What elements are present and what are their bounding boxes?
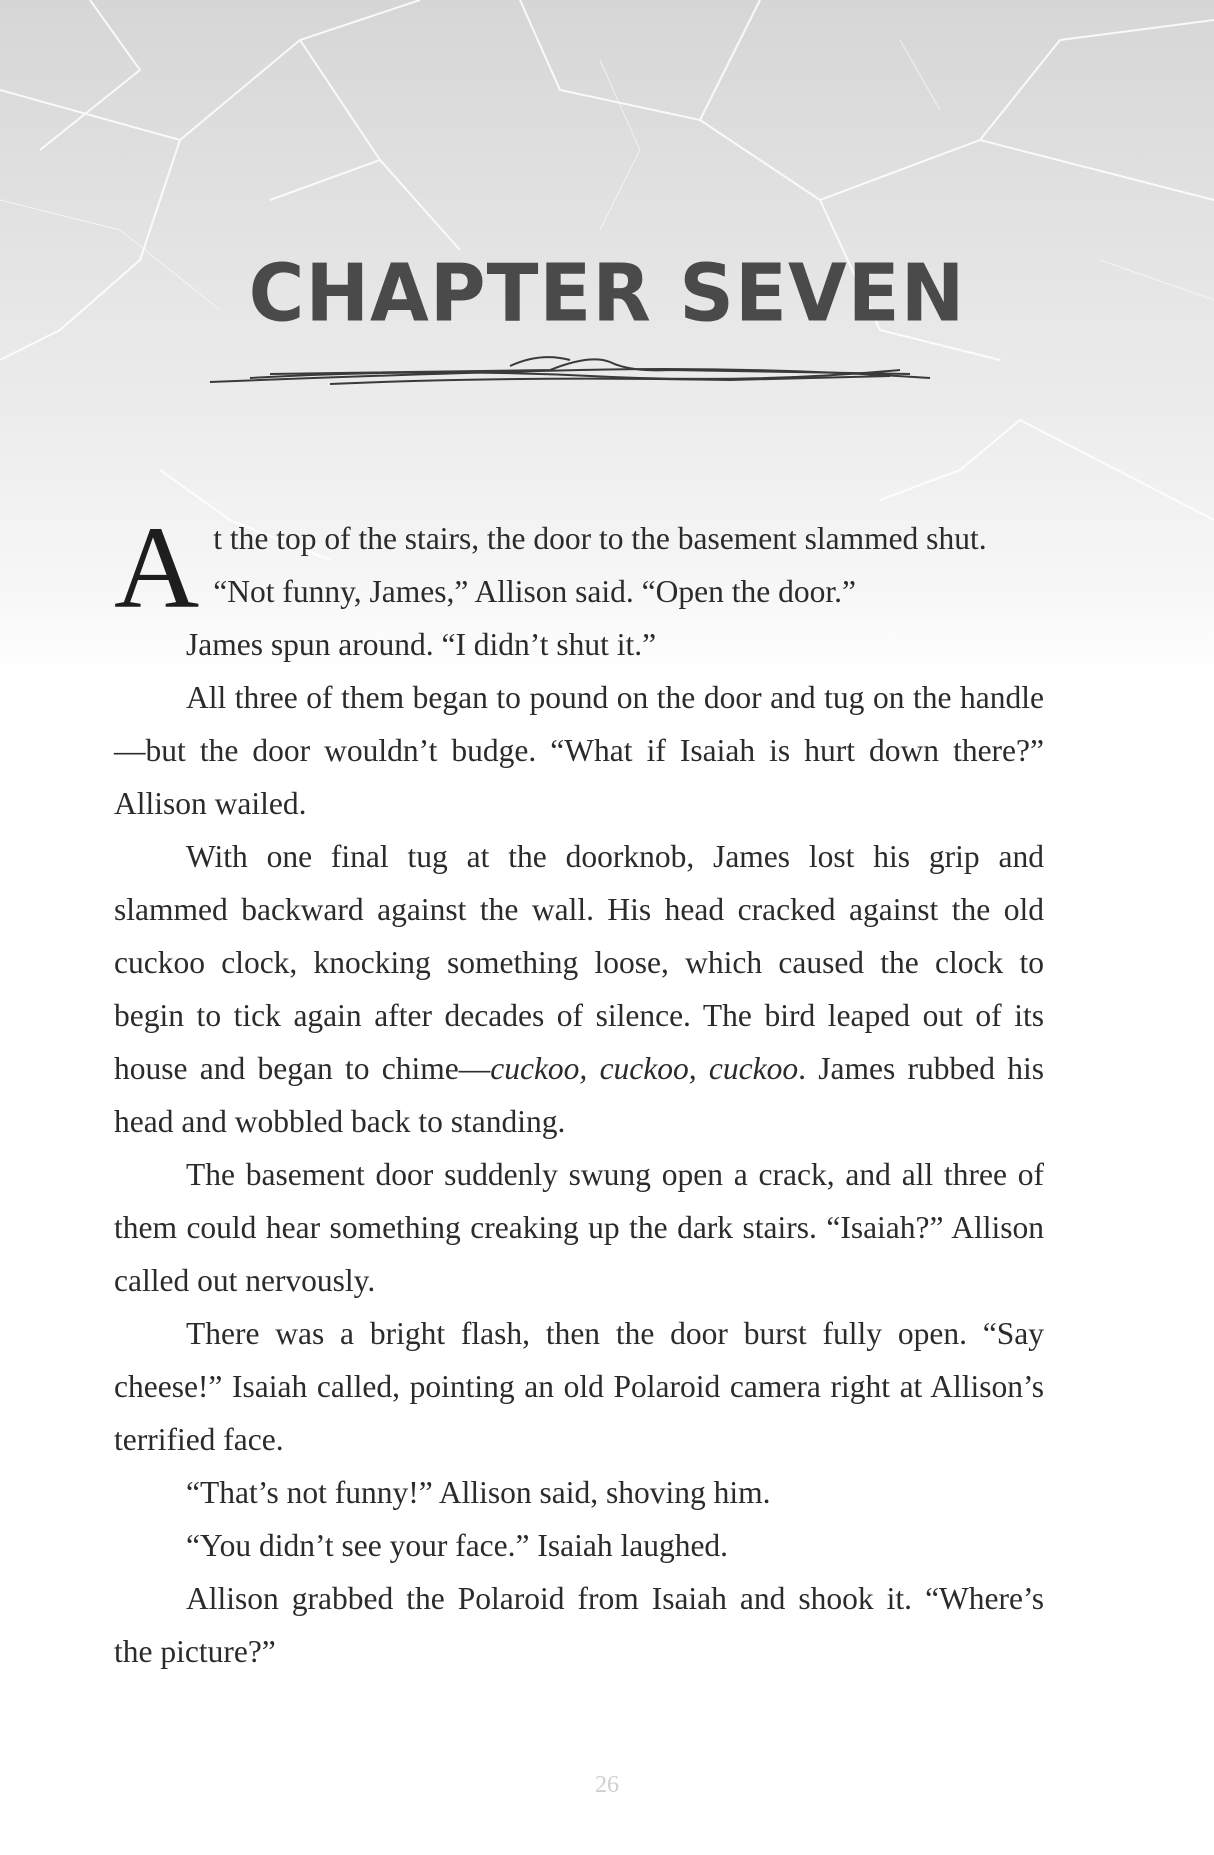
- paragraph-3: All three of them began to pound on the door and tug on the handle—but the door wouldn’t budge. “What if Isaiah is hurt down there?” Allison wailed.: [114, 680, 1044, 821]
- paragraph-4: [114, 830, 1044, 1148]
- drop-cap: A: [114, 502, 200, 633]
- paragraph-6: There was a bright flash, then the door burst fully open. “Say cheese!” Isaiah called, pointing an old Polaroid camera right at Allison’s terrified face.: [114, 1316, 1044, 1457]
- title-underline-scribble: [210, 340, 940, 390]
- paragraph-1-line-2: “Not funny, James,” Allison said. “Open the door.”: [213, 574, 856, 609]
- paragraph-9: Allison grabbed the Polaroid from Isaiah and shook it. “Where’s the picture?”: [114, 1581, 1044, 1669]
- paragraph-2: James spun around. “I didn’t shut it.”: [186, 627, 657, 662]
- paragraph-4-italic: cuckoo, cuckoo, cuckoo: [490, 1051, 799, 1086]
- chapter-body: [114, 502, 1044, 1678]
- paragraph-8: “You didn’t see your face.” Isaiah laughed.: [186, 1528, 729, 1563]
- chapter-title: CHAPTER SEVEN: [248, 245, 966, 340]
- paragraph-4-start: With one final tug at the doorknob, James lost his grip and slammed backward against the wall. His head cracked against the old cuckoo clock, knocking something loose, which caused the clock to begin to tick again after decades of silence. The bird leaped out of its house and began to chime—: [114, 839, 1044, 1086]
- paragraph-1-line-1: t the top of the stairs, the door to the basement slammed shut.: [213, 521, 987, 556]
- paragraph-5: The basement door suddenly swung open a crack, and all three of them could hear something creaking up the dark stairs. “Isaiah?” Allison called out nervously.: [114, 1157, 1044, 1298]
- paragraph-1: [114, 502, 1044, 633]
- page-number: 26: [595, 1772, 619, 1798]
- paragraph-4-end: . James rubbed his head and wobbled back to standing.: [114, 1051, 1044, 1139]
- paragraph-7: “That’s not funny!” Allison said, shoving him.: [186, 1475, 771, 1510]
